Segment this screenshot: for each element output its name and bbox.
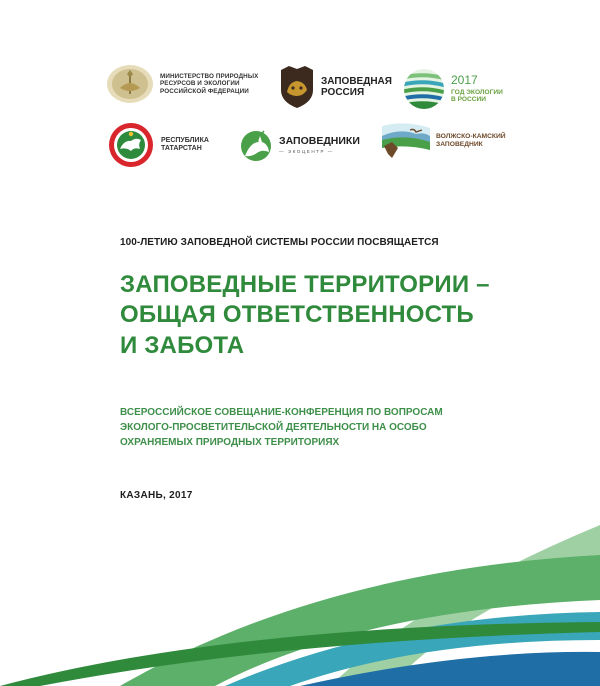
ecocenter-title: ЗАПОВЕДНИКИ	[279, 135, 360, 148]
subtitle-line-1: ВСЕРОССИЙСКОЕ СОВЕЩАНИЕ-КОНФЕРЕНЦИЯ ПО ВОПРОСАМ	[120, 407, 443, 418]
ministry-line-2: РЕСУРСОВ И ЭКОЛОГИИ	[160, 80, 240, 88]
ministry-line-3: РОССИЙСКОЙ ФЕДЕРАЦИИ	[160, 87, 249, 95]
year-line-2: В РОССИИ	[451, 96, 487, 104]
year-number: 2017	[451, 73, 478, 88]
title-line-2: ОБЩАЯ ОТВЕТСТВЕННОСТЬ	[120, 301, 474, 329]
title-line-3: И ЗАБОТА	[120, 331, 245, 359]
zapovednaya-line-2: РОССИЯ	[321, 87, 365, 98]
zapovednaya-line-1: ЗАПОВЕДНАЯ	[321, 75, 392, 87]
tatarstan-line-2: ТАТАРСТАН	[161, 145, 202, 152]
subtitle-line-3: ОХРАНЯЕМЫХ ПРИРОДНЫХ ТЕРРИТОРИЯХ	[120, 437, 340, 448]
dedication-line: 100-ЛЕТИЮ ЗАПОВЕДНОЙ СИСТЕМЫ РОССИИ ПОСВЯЩАЕТСЯ	[120, 237, 439, 248]
ecocenter-subtitle: — ЭКОЦЕНТР —	[279, 149, 334, 155]
volga-line-1: ВОЛЖСКО-КАМСКИЙ	[436, 133, 506, 141]
volga-line-2: ЗАПОВЕДНИК	[436, 141, 483, 148]
tatarstan-line-1: РЕСПУБЛИКА	[161, 136, 209, 144]
subtitle-line-2: ЭКОЛОГО-ПРОСВЕТИТЕЛЬСКОЙ ДЕЯТЕЛЬНОСТИ НА ОСОБО	[120, 422, 427, 433]
place-and-year: КАЗАНЬ, 2017	[120, 490, 193, 501]
year-line-1: ГОД ЭКОЛОГИИ	[451, 88, 503, 96]
ministry-line-1: МИНИСТЕРСТВО ПРИРОДНЫХ	[160, 73, 259, 81]
title-line-1: ЗАПОВЕДНЫЕ ТЕРРИТОРИИ –	[120, 271, 490, 298]
